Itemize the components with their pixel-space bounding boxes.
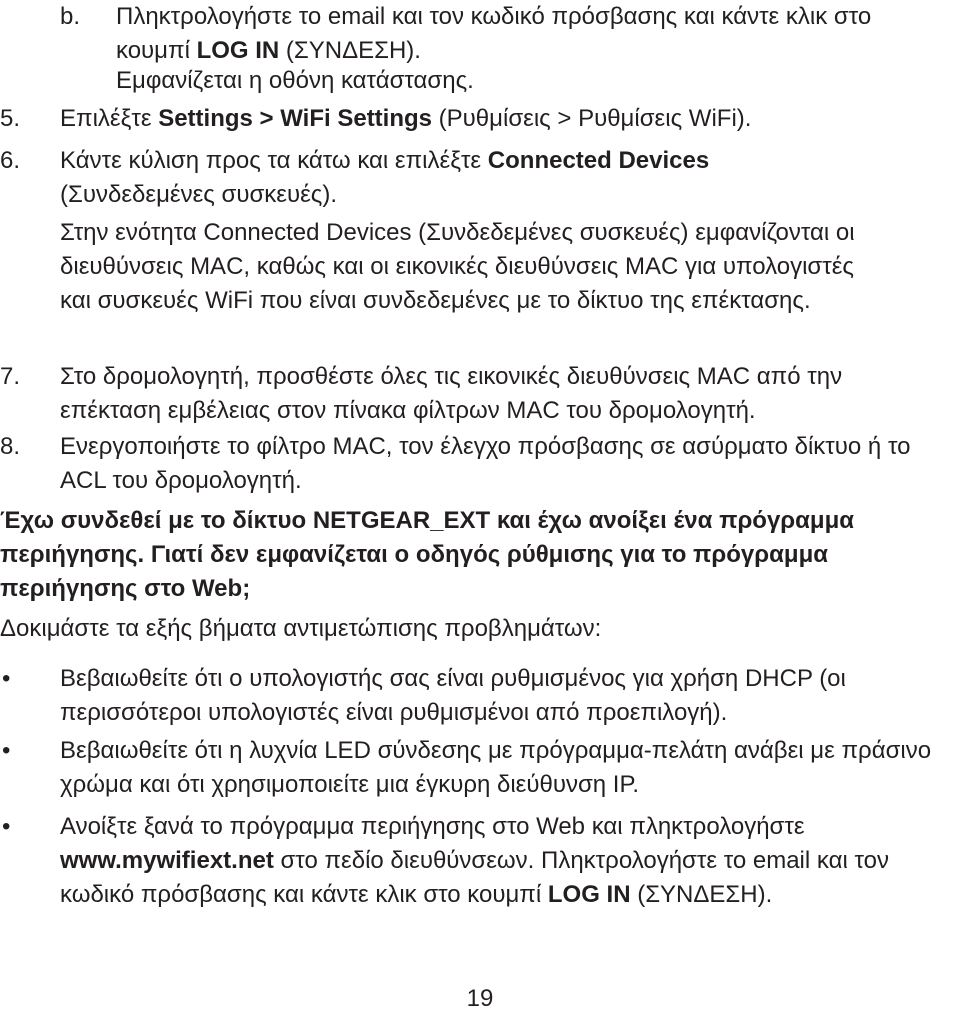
text-run: (Ρυθμίσεις > Ρυθμίσεις WiFi).	[432, 105, 752, 132]
ui-term: LOG IN	[196, 37, 280, 64]
bullet-item	[0, 734, 950, 802]
bullet-text	[60, 734, 950, 802]
step-6-note: Στην ενότητα Connected Devices (Συνδεδεμένες συσκευές) εμφανίζονται οι διευθύνσεις MAC, καθώς και οι εικονικές διευθύνσεις MAC για υπολογιστές και συσκευές WiFi που είναι συνδεδεμένες με το δίκτυο της επέκτασης.	[60, 219, 855, 314]
page-number: 19	[466, 985, 494, 1012]
text-run: Ανοίξτε ξανά το πρόγραμμα περιήγησης στο Web και πληκτρολογήστε	[60, 813, 805, 840]
step-marker: 8.	[0, 433, 21, 460]
url-term: www.mywifiext.net	[60, 847, 274, 874]
step-b-note: Εμφανίζεται η οθόνη κατάστασης.	[116, 67, 474, 94]
step-6	[0, 144, 850, 212]
bullet-icon: •	[2, 813, 11, 840]
text-run: Βεβαιωθείτε ότι η λυχνία LED σύνδεσης με πρόγραμμα-πελάτη ανάβει με πράσινο χρώμα και ότι χρησιμοποιείτε μια έγκυρη διεύθυνση IP.	[60, 737, 932, 798]
ui-term: LOG IN	[547, 881, 631, 908]
ui-term: Connected Devices	[487, 147, 710, 174]
step-text	[60, 144, 850, 212]
text-run: Βεβαιωθείτε ότι ο υπολογιστής σας είναι ρυθμισμένος για χρήση DHCP (οι περισσότεροι υπολογιστές είναι ρυθμισμένοι από προεπιλογή).	[60, 665, 846, 726]
step-text: Στο δρομολογητή, προσθέστε όλες τις εικονικές διευθύνσεις MAC από την επέκταση εμβέλειας στον πίνακα φίλτρων MAC του δρομολογητή.	[60, 363, 843, 424]
step-text: Ενεργοποιήστε το φίλτρο MAC, τον έλεγχο πρόσβασης σε ασύρματο δίκτυο ή το ACL του δρομολογητή.	[60, 433, 911, 494]
text-run: Επιλέξτε	[60, 105, 159, 132]
step-b	[0, 0, 950, 68]
bullet-icon: •	[2, 665, 11, 692]
text-run: Πληκτρολογήστε το email και τον κωδικό πρόσβασης και κάντε κλικ στο κουμπί	[116, 3, 872, 64]
step-text	[60, 102, 950, 136]
bullet-item	[0, 662, 950, 730]
step-marker: 7.	[0, 363, 21, 390]
step-marker: 6.	[0, 147, 21, 174]
step-marker: b.	[60, 3, 81, 30]
text-run: στο πεδίο διευθύνσεων. Πληκτρολογήστε το email και τον κωδικό πρόσβασης και κάντε κλικ στο κουμπί	[60, 847, 889, 908]
text-run: (Συνδεδεμένες συσκευές).	[60, 181, 338, 208]
ui-term: Settings > WiFi Settings	[158, 105, 433, 132]
bullet-icon: •	[2, 737, 11, 764]
text-run: (ΣΥΝΔΕΣΗ).	[630, 881, 773, 908]
step-marker: 5.	[0, 105, 21, 132]
bullet-text	[60, 662, 950, 730]
faq-question: Έχω συνδεθεί με το δίκτυο NETGEAR_EXT και έχω ανοίξει ένα πρόγραμμα περιήγησης. Γιατί δεν εμφανίζεται ο οδηγός ρύθμισης για το πρόγραμμα περιήγησης στο Web;	[0, 507, 855, 602]
faq-intro: Δοκιμάστε τα εξής βήματα αντιμετώπισης προβλημάτων:	[0, 615, 602, 642]
text-run: (ΣΥΝΔΕΣΗ).	[279, 37, 421, 64]
step-5	[0, 102, 950, 136]
bullet-text	[60, 810, 950, 912]
step-7	[0, 360, 945, 428]
text-run: Κάντε κύλιση προς τα κάτω και επιλέξτε	[60, 147, 488, 174]
step-text	[116, 0, 950, 68]
step-8	[0, 430, 935, 498]
bullet-item	[0, 810, 950, 912]
